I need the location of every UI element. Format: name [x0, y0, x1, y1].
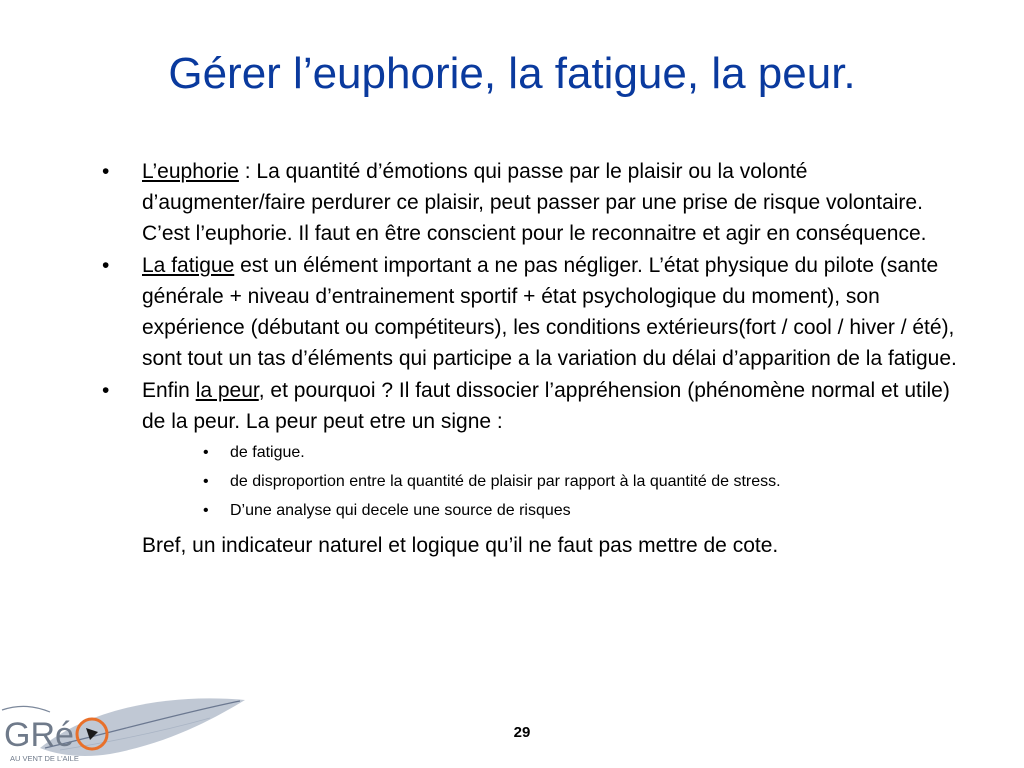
sub-bullet-disproportion [100, 467, 960, 496]
closing-statement: Bref, un indicateur naturel et logique qu’il ne faut pas mettre de cote. [142, 534, 779, 557]
slide-body [100, 156, 960, 562]
bullet-marker: • [102, 379, 110, 402]
bullet-prefix: Enfin [142, 379, 196, 402]
sub-bullet-marker: • [203, 444, 209, 461]
keyword-fatigue: La fatigue [142, 254, 235, 277]
keyword-peur: la peur [195, 379, 259, 402]
keyword-euphorie: L’euphorie [142, 160, 239, 183]
bullet-fatigue [100, 250, 960, 374]
sub-bullet-text: de disproportion entre la quantité de plaisir par rapport à la quantité de stress. [230, 473, 781, 490]
logo-greau [0, 688, 250, 768]
page-number: 29 [513, 724, 531, 741]
bullet-text: , et pourquoi ? Il faut dissocier l’appréhension (phénomène normal et utile) de la peur. La peur peut etre un signe : [142, 379, 950, 433]
logo-wordmark: GRé [4, 716, 74, 754]
sub-bullet-fatigue [100, 438, 960, 467]
bullet-text: est un élément important a ne pas négliger. L’état physique du pilote (sante générale + niveau d’entrainement sportif + état psychologique du moment), son expérience (débutant ou compétiteurs), les conditions extérieurs(fort / cool / hiver / été), sont tout un tas d’éléments qui participe a la variation du délai d’apparition de la fatigue. [142, 254, 957, 370]
bullet-marker: • [102, 160, 110, 183]
slide-title: Gérer l’euphorie, la fatigue, la peur. [168, 49, 856, 98]
sub-bullet-marker: • [203, 473, 209, 490]
sub-bullet-marker: • [203, 502, 209, 519]
bullet-text: : La quantité d’émotions qui passe par le plaisir ou la volonté d’augmenter/faire perdurer ce plaisir, peut passer par une prise de risque volontaire. C’est l’euphorie. Il faut en être conscient pour le reconnaitre et agir en conséquence. [142, 160, 927, 245]
bullet-peur [100, 375, 960, 437]
sub-bullet-risques [100, 496, 960, 525]
bullet-euphorie [100, 156, 960, 249]
sub-bullet-text: D’une analyse qui decele une source de risques [230, 502, 571, 519]
logo-tagline: AU VENT DE L'AILE [10, 754, 79, 763]
bullet-marker: • [102, 254, 110, 277]
sub-bullet-text: de fatigue. [230, 444, 305, 461]
